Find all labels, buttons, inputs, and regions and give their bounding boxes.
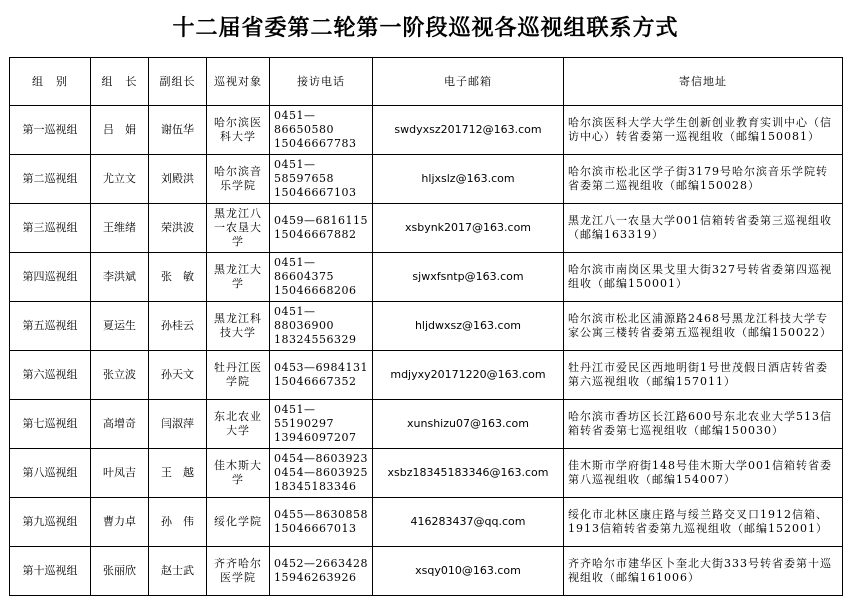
phone-line: 0454—8603923 bbox=[274, 452, 368, 465]
deputy-cell: 荣洪波 bbox=[149, 204, 207, 253]
phone-cell bbox=[270, 498, 373, 547]
email-cell: xsqy010@163.com bbox=[373, 547, 564, 596]
email-cell: xunshizu07@163.com bbox=[373, 400, 564, 449]
phone-line: 13946097207 bbox=[274, 431, 357, 444]
leader-cell: 叶凤吉 bbox=[91, 449, 149, 498]
phone-line: 15046667013 bbox=[274, 522, 357, 535]
group-cell: 第一巡视组 bbox=[10, 106, 91, 155]
phone-line: 15046667783 bbox=[274, 137, 357, 150]
leader-cell: 张丽欣 bbox=[91, 547, 149, 596]
address-cell: 齐齐哈尔市建华区卜奎北大街333号转省委第十巡视组收（邮编161006） bbox=[564, 547, 843, 596]
table-row bbox=[10, 155, 843, 204]
deputy-cell: 谢伍华 bbox=[149, 106, 207, 155]
address-cell: 黑龙江八一农垦大学001信箱转省委第三巡视组收（邮编163319） bbox=[564, 204, 843, 253]
phone-line: 15046668206 bbox=[274, 284, 357, 297]
deputy-cell: 张 敏 bbox=[149, 253, 207, 302]
phone-cell bbox=[270, 351, 373, 400]
target-cell: 齐齐哈尔医学院 bbox=[207, 547, 270, 596]
phone-line: 0454—8603925 bbox=[274, 466, 368, 479]
column-header-email: 电子邮箱 bbox=[373, 58, 564, 106]
leader-cell: 王维绪 bbox=[91, 204, 149, 253]
phone-line: 0451—86650580 bbox=[274, 109, 334, 136]
target-cell: 黑龙江科技大学 bbox=[207, 302, 270, 351]
leader-cell: 尤立文 bbox=[91, 155, 149, 204]
group-cell: 第二巡视组 bbox=[10, 155, 91, 204]
phone-line: 18345183346 bbox=[274, 480, 357, 493]
leader-cell: 曹力卓 bbox=[91, 498, 149, 547]
column-header-target: 巡视对象 bbox=[207, 58, 270, 106]
phone-line: 18324556329 bbox=[274, 333, 357, 346]
deputy-cell: 闫淑萍 bbox=[149, 400, 207, 449]
phone-line: 15046667103 bbox=[274, 186, 357, 199]
table-row bbox=[10, 106, 843, 155]
group-cell: 第四巡视组 bbox=[10, 253, 91, 302]
phone-cell bbox=[270, 547, 373, 596]
phone-line: 0453—6984131 bbox=[274, 361, 368, 374]
column-header-address: 寄信地址 bbox=[564, 58, 843, 106]
email-cell: hljxslz@163.com bbox=[373, 155, 564, 204]
phone-line: 15946263926 bbox=[274, 571, 357, 584]
phone-cell bbox=[270, 204, 373, 253]
phone-line: 15046667882 bbox=[274, 228, 357, 241]
leader-cell: 夏运生 bbox=[91, 302, 149, 351]
address-cell: 绥化市北林区康庄路与绥兰路交叉口1912信箱、1913信箱转省委第九巡视组收（邮编152001） bbox=[564, 498, 843, 547]
deputy-cell: 赵士武 bbox=[149, 547, 207, 596]
address-cell: 哈尔滨市南岗区果戈里大街327号转省委第四巡视组收（邮编150001） bbox=[564, 253, 843, 302]
phone-line: 0451—55190297 bbox=[274, 403, 334, 430]
phone-line: 0455—8630858 bbox=[274, 508, 368, 521]
leader-cell: 张立波 bbox=[91, 351, 149, 400]
column-header-deputy: 副组长 bbox=[149, 58, 207, 106]
group-cell: 第六巡视组 bbox=[10, 351, 91, 400]
phone-line: 0459—6816115 bbox=[274, 214, 368, 227]
leader-cell: 高增奇 bbox=[91, 400, 149, 449]
target-cell: 哈尔滨音乐学院 bbox=[207, 155, 270, 204]
table-row bbox=[10, 449, 843, 498]
group-cell: 第三巡视组 bbox=[10, 204, 91, 253]
phone-line: 15046667352 bbox=[274, 375, 357, 388]
email-cell: mdjyxy20171220@163.com bbox=[373, 351, 564, 400]
group-cell: 第八巡视组 bbox=[10, 449, 91, 498]
email-cell: 416283437@qq.com bbox=[373, 498, 564, 547]
column-header-group: 组 别 bbox=[10, 58, 91, 106]
column-header-leader: 组 长 bbox=[91, 58, 149, 106]
target-cell: 佳木斯大学 bbox=[207, 449, 270, 498]
deputy-cell: 孙天文 bbox=[149, 351, 207, 400]
group-cell: 第五巡视组 bbox=[10, 302, 91, 351]
address-cell: 牡丹江市爱民区西地明街1号世茂假日酒店转省委第六巡视组收（邮编157011） bbox=[564, 351, 843, 400]
email-cell: swdyxsz201712@163.com bbox=[373, 106, 564, 155]
email-cell: hljdwxsz@163.com bbox=[373, 302, 564, 351]
leader-cell: 李洪斌 bbox=[91, 253, 149, 302]
address-cell: 哈尔滨市松北区浦源路2468号黑龙江科技大学专家公寓三楼转省委第五巡视组收（邮编150022） bbox=[564, 302, 843, 351]
target-cell: 牡丹江医学院 bbox=[207, 351, 270, 400]
table-row bbox=[10, 253, 843, 302]
table-row bbox=[10, 302, 843, 351]
phone-cell bbox=[270, 400, 373, 449]
email-cell: xsbynk2017@163.com bbox=[373, 204, 564, 253]
phone-cell bbox=[270, 106, 373, 155]
deputy-cell: 王 越 bbox=[149, 449, 207, 498]
address-cell: 哈尔滨市香坊区长江路600号东北农业大学513信箱转省委第七巡视组收（邮编150030） bbox=[564, 400, 843, 449]
address-cell: 哈尔滨市松北区学子街3179号哈尔滨音乐学院转省委第二巡视组收（邮编150028） bbox=[564, 155, 843, 204]
contact-table bbox=[9, 57, 843, 596]
email-cell: xsbz18345183346@163.com bbox=[373, 449, 564, 498]
table-row bbox=[10, 498, 843, 547]
phone-cell bbox=[270, 253, 373, 302]
column-header-phone: 接访电话 bbox=[270, 58, 373, 106]
table-row bbox=[10, 351, 843, 400]
address-cell: 佳木斯市学府街148号佳木斯大学001信箱转省委第八巡视组收（邮编154007） bbox=[564, 449, 843, 498]
table-row bbox=[10, 204, 843, 253]
target-cell: 黑龙江八一农垦大学 bbox=[207, 204, 270, 253]
group-cell: 第九巡视组 bbox=[10, 498, 91, 547]
target-cell: 黑龙江大学 bbox=[207, 253, 270, 302]
page-title: 十二届省委第二轮第一阶段巡视各巡视组联系方式 bbox=[172, 16, 679, 41]
email-cell: sjwxfsntp@163.com bbox=[373, 253, 564, 302]
table-row bbox=[10, 400, 843, 449]
group-cell: 第十巡视组 bbox=[10, 547, 91, 596]
group-cell: 第七巡视组 bbox=[10, 400, 91, 449]
table-row bbox=[10, 547, 843, 596]
deputy-cell: 刘殿洪 bbox=[149, 155, 207, 204]
target-cell: 哈尔滨医科大学 bbox=[207, 106, 270, 155]
phone-cell bbox=[270, 155, 373, 204]
phone-line: 0452—2663428 bbox=[274, 557, 368, 570]
leader-cell: 吕 娟 bbox=[91, 106, 149, 155]
deputy-cell: 孙桂云 bbox=[149, 302, 207, 351]
deputy-cell: 孙 伟 bbox=[149, 498, 207, 547]
header-row bbox=[10, 58, 843, 106]
address-cell: 哈尔滨医科大学大学生创新创业教育实训中心（信访中心）转省委第一巡视组收（邮编150081） bbox=[564, 106, 843, 155]
phone-line: 0451—86604375 bbox=[274, 256, 334, 283]
phone-line: 0451—88036900 bbox=[274, 305, 334, 332]
target-cell: 绥化学院 bbox=[207, 498, 270, 547]
phone-cell bbox=[270, 302, 373, 351]
phone-line: 0451—58597658 bbox=[274, 158, 334, 185]
phone-cell bbox=[270, 449, 373, 498]
target-cell: 东北农业大学 bbox=[207, 400, 270, 449]
